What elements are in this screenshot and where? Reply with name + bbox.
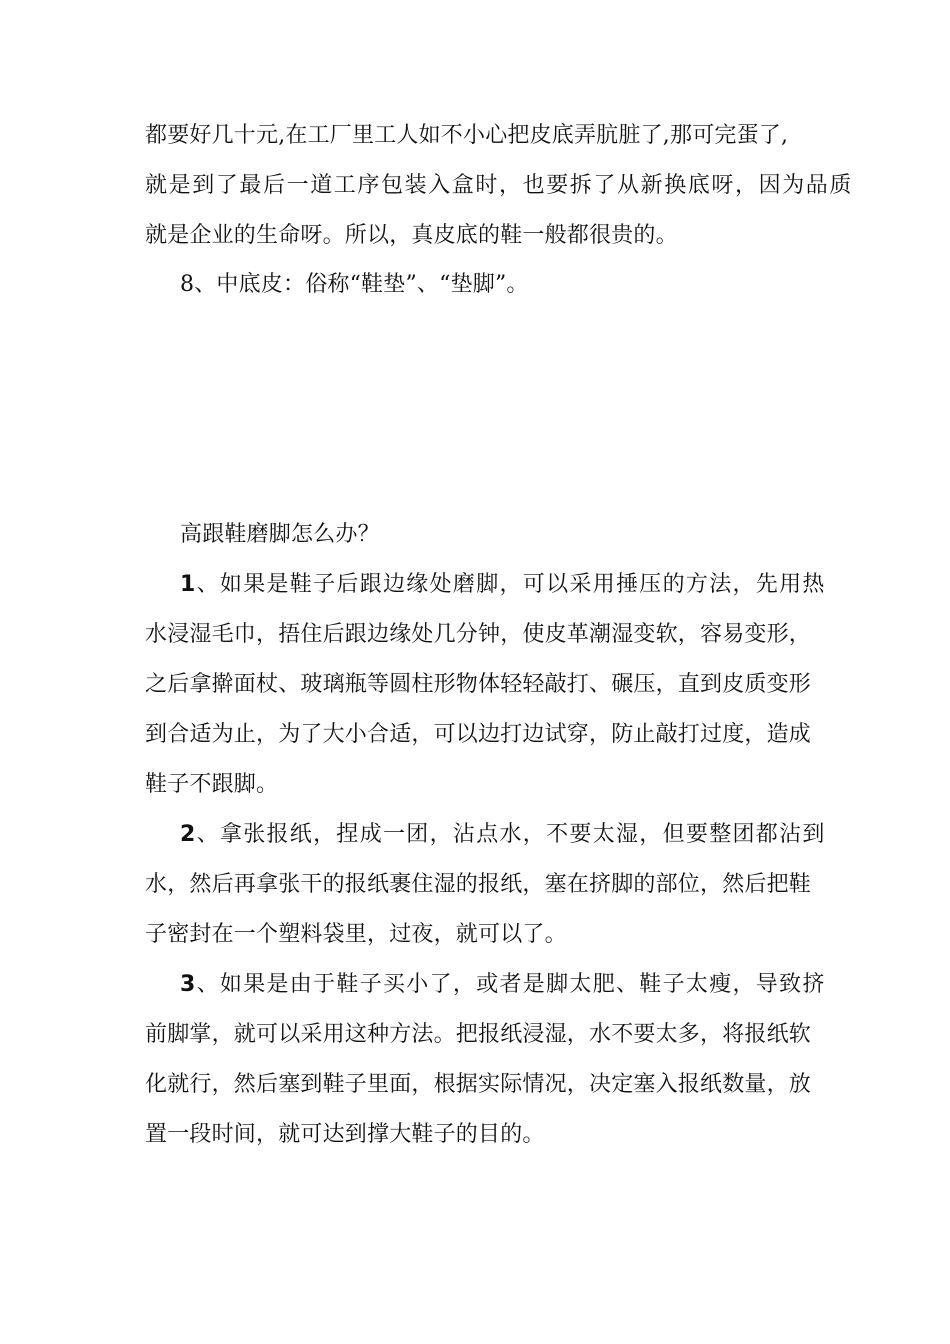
item-text: 、如果是鞋子后跟边缘处磨脚，可以采用捶压的方法，先用热 (196, 572, 826, 597)
paragraph-line: 子密封在一个塑料袋里，过夜，就可以了。 (145, 922, 567, 947)
paragraph-line: 鞋子不跟脚。 (145, 772, 279, 797)
paragraph-line: 化就行，然后塞到鞋子里面，根据实际情况，决定塞入报纸数量，放 (145, 1072, 812, 1097)
section-title: 高跟鞋磨脚怎么办？ (180, 522, 380, 547)
list-item-first-line (180, 821, 845, 849)
item-text: 、拿张报纸，捏成一团，沾点水，不要太湿，但要整团都沾到 (196, 822, 826, 847)
item-number: 2 (180, 822, 197, 847)
paragraph-line: 到合适为止，为了大小合适，可以边打边试穿，防止敲打过度，造成 (145, 722, 812, 747)
paragraph-line: 水浸湿毛巾，捂住后跟边缘处几分钟，使皮革潮湿变软，容易变形， (145, 622, 812, 647)
paragraph-line: 就是到了最后一道工序包装入盒时，也要拆了从新换底呀，因为品质 (145, 173, 854, 198)
paragraph-line: 置一段时间，就可达到撑大鞋子的目的。 (145, 1122, 545, 1147)
paragraph-line: 之后拿擀面杖、玻璃瓶等圆柱形物体轻轻敲打、碾压，直到皮质变形 (145, 672, 812, 697)
paragraph-line: 前脚掌，就可以采用这种方法。把报纸浸湿，水不要太多，将报纸软 (145, 1022, 812, 1047)
item-text: 、如果是由于鞋子买小了，或者是脚太肥、鞋子太瘦，导致挤 (196, 972, 826, 997)
list-item-first-line (180, 971, 845, 999)
list-item-first-line (180, 571, 845, 599)
item-number: 3 (180, 972, 197, 997)
paragraph-line: 水，然后再拿张干的报纸裹住湿的报纸，塞在挤脚的部位，然后把鞋 (145, 872, 812, 897)
item-number: 1 (180, 572, 197, 597)
paragraph-line: 都要好几十元,在工厂里工人如不小心把皮底弄肮脏了,那可完蛋了, (145, 123, 789, 148)
list-item-heading: 8、中底皮：俗称“鞋垫”、“垫脚”。 (180, 272, 529, 297)
paragraph-line: 就是企业的生命呀。所以，真皮底的鞋一般都很贵的。 (145, 223, 678, 248)
